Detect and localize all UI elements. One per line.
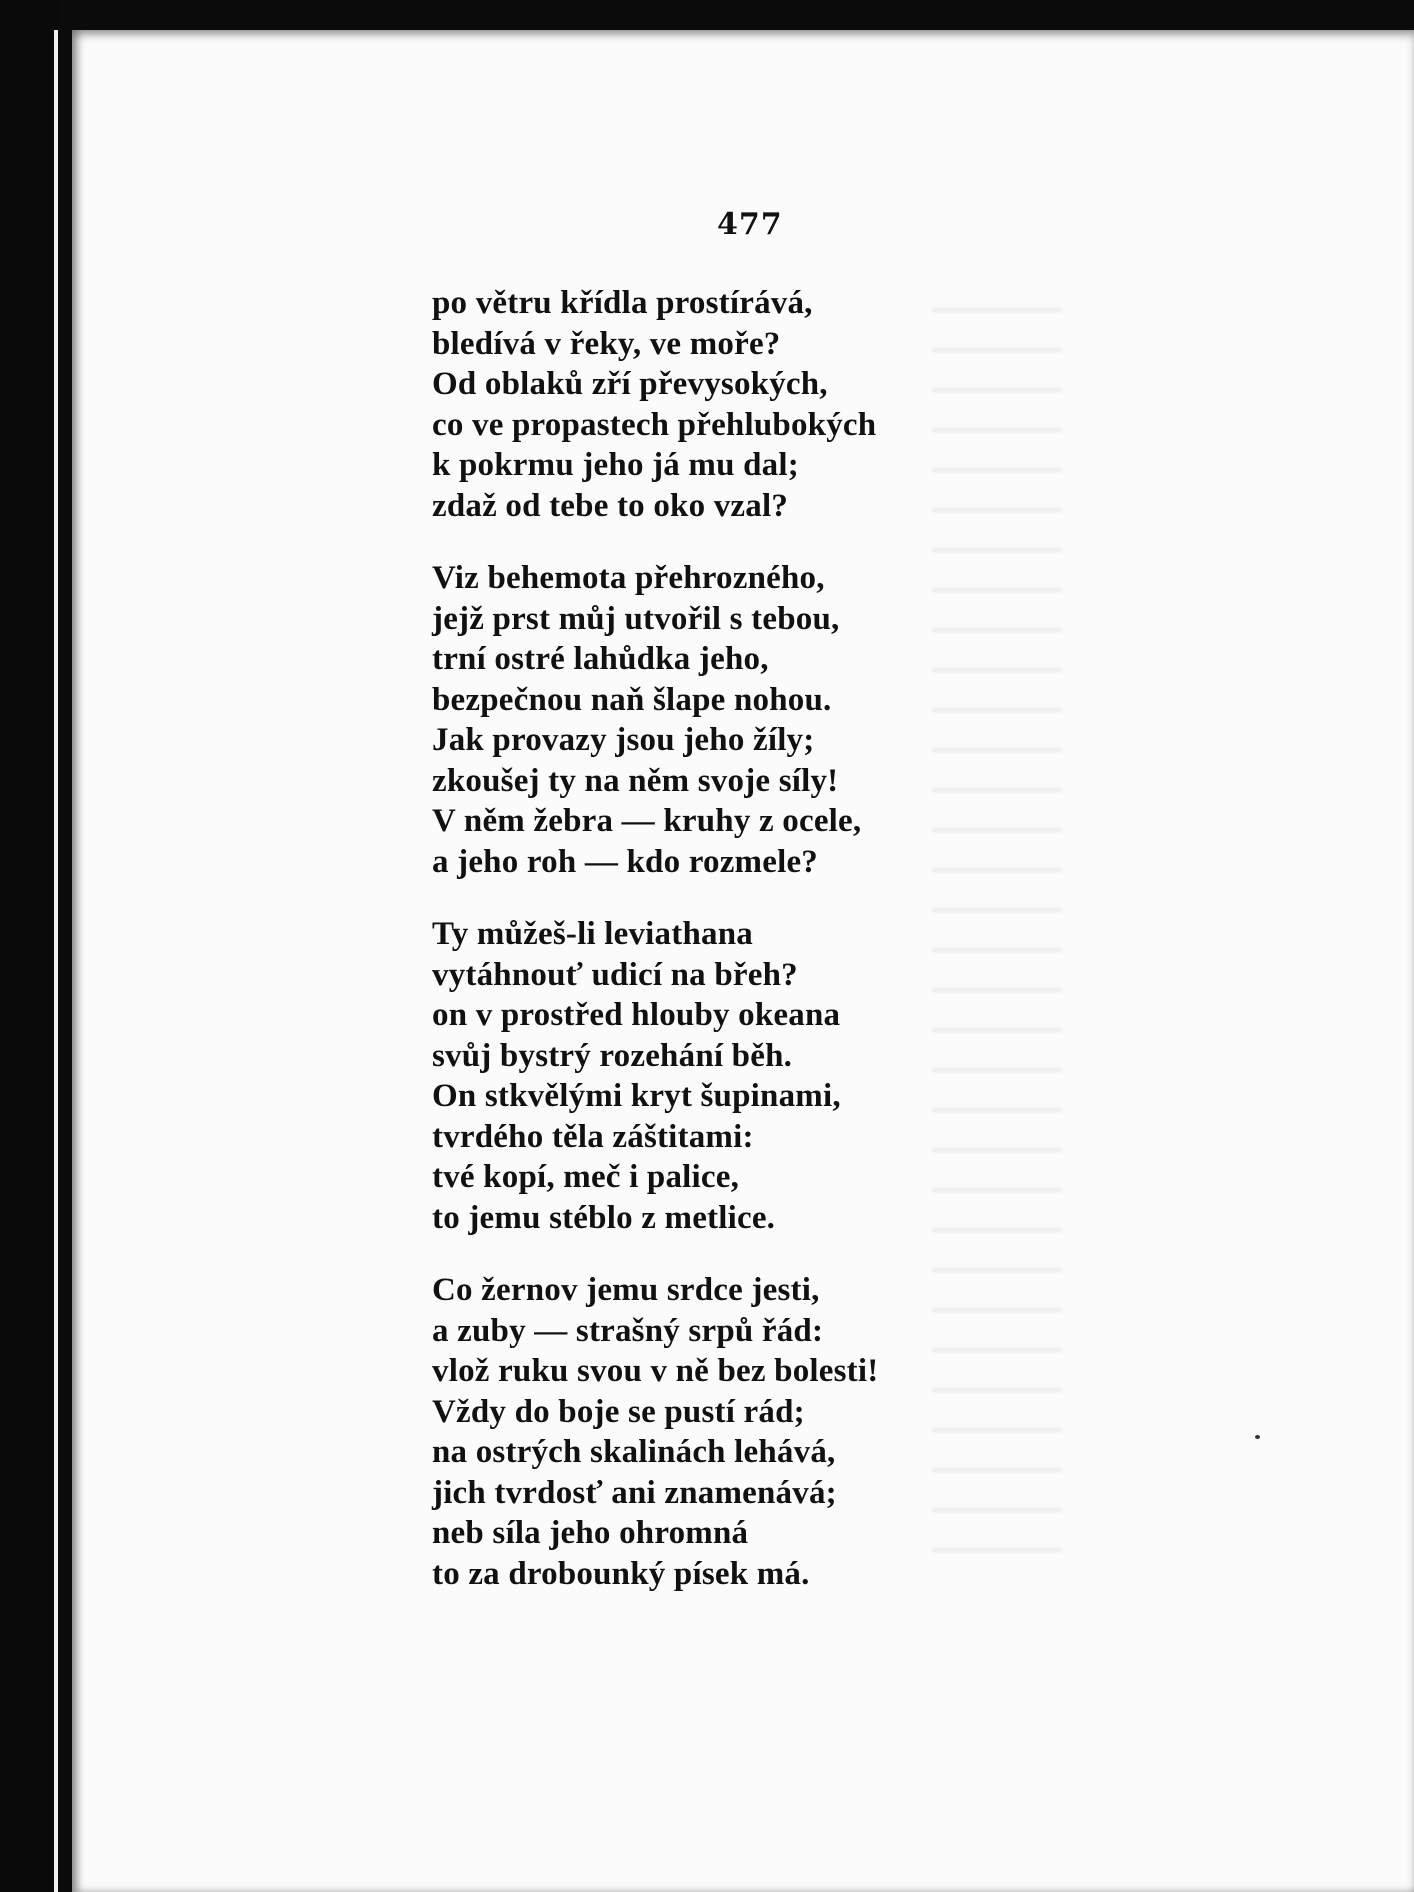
verse-line: Co žernov jemu srdce jesti,: [432, 1272, 820, 1308]
verse-line: Vždy do boje se pustí rád;: [432, 1393, 805, 1430]
verse-line: tvé kopí, meč i palice,: [432, 1159, 740, 1195]
paper-speck: [1255, 1435, 1260, 1439]
verse-line: On stkvělými kryt šupinami,: [432, 1078, 841, 1114]
verse-line: vlož ruku svou v ně bez bolesti!: [432, 1353, 879, 1389]
verse-line: Od oblaků zří převysokých,: [432, 366, 828, 402]
stanza-3: [432, 914, 992, 1238]
verse-line: to za drobounký písek má.: [432, 1555, 810, 1592]
verse-line: to jemu stéblo z metlice.: [432, 1199, 776, 1236]
scan-page-edge-line: [54, 30, 58, 1892]
page-number: 477: [717, 207, 783, 242]
verse-line: on v prostřed hlouby okeana: [432, 997, 841, 1033]
book-page: [72, 30, 1414, 1892]
verse-line: zdaž od tebe to oko vzal?: [432, 487, 789, 524]
stanza-4: [432, 1270, 992, 1594]
verse-line: jich tvrdosť ani znamenává;: [432, 1474, 837, 1511]
verse-line: a jeho roh — kdo rozmele?: [432, 843, 818, 880]
verse-line: V něm žebra — kruhy z ocele,: [432, 803, 862, 839]
verse-line: Viz behemota přehrozného,: [432, 560, 825, 596]
verse-line: bezpečnou naň šlape nohou.: [432, 681, 832, 718]
verse-line: tvrdého těla záštitami:: [432, 1118, 754, 1155]
verse-line: bledívá v řeky, ve moře?: [432, 325, 781, 362]
verse-line: trní ostré lahůdka jeho,: [432, 641, 769, 677]
scan-border-left: [0, 0, 60, 1892]
verse-line: Jak provazy jsou jeho žíly;: [432, 722, 815, 758]
verse-line: po větru křídla prostírává,: [432, 285, 813, 321]
stanza-1: [432, 283, 992, 526]
verse-line: k pokrmu jeho já mu dal;: [432, 447, 799, 483]
verse-line: jejž prst můj utvořil s tebou,: [432, 600, 840, 637]
poem-body: [432, 283, 992, 1594]
verse-line: na ostrých skalinách lehává,: [432, 1434, 836, 1470]
verse-line: zkoušej ty na něm svoje síly!: [432, 762, 839, 799]
verse-line: svůj bystrý rozehání běh.: [432, 1037, 793, 1074]
verse-line: vytáhnouť udicí na břeh?: [432, 956, 798, 993]
stanza-2: [432, 558, 992, 882]
verse-line: Ty můžeš-li leviathana: [432, 916, 753, 952]
verse-line: a zuby — strašný srpů řád:: [432, 1312, 824, 1349]
verse-line: neb síla jeho ohromná: [432, 1515, 749, 1551]
verse-line: co ve propastech přehlubokých: [432, 406, 877, 443]
